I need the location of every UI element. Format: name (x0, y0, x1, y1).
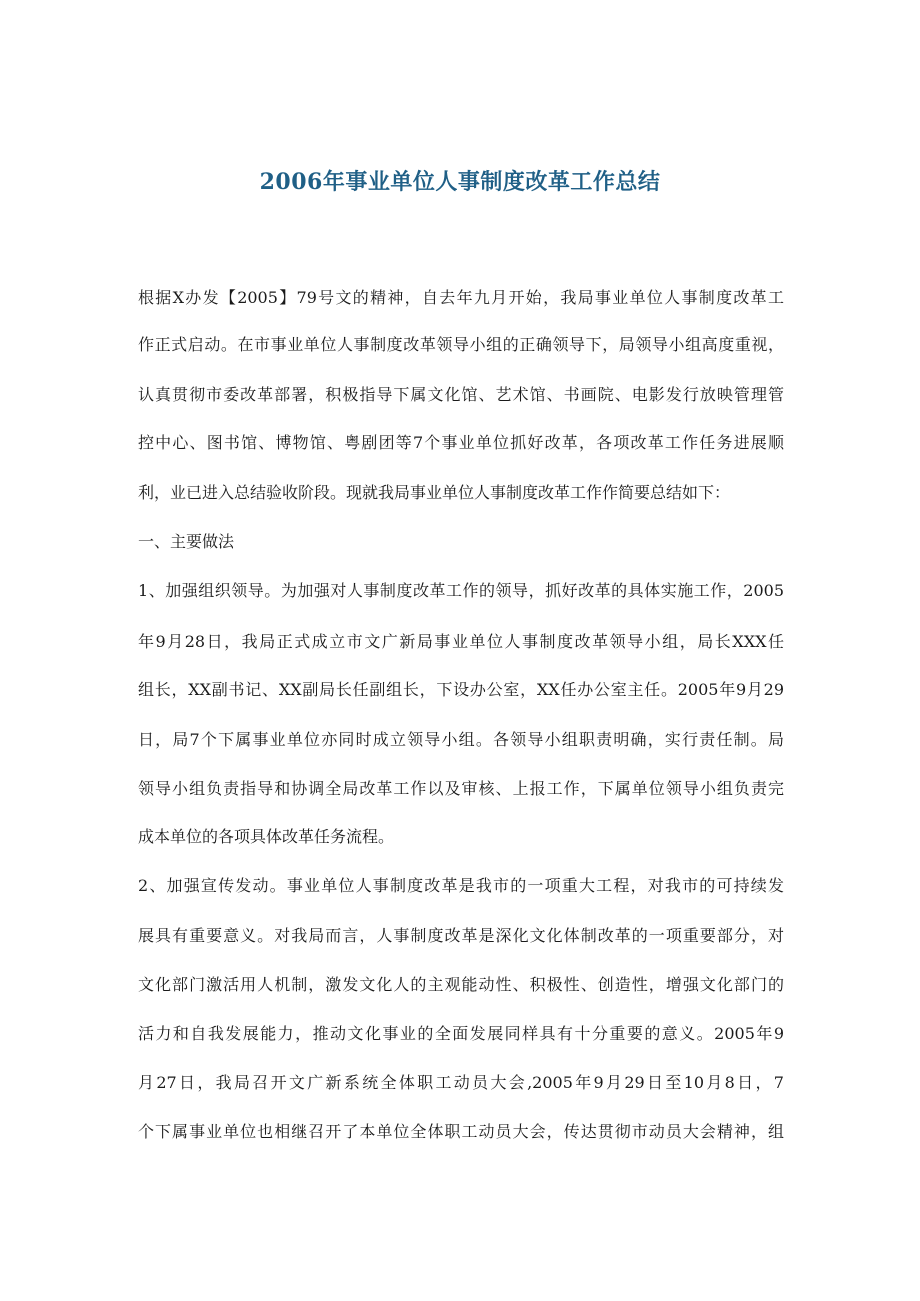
body-text-line: 组长，XX副书记、XX副局长任副组长，下设办公室，XX任办公室主任。2005年9月29 (138, 680, 784, 699)
body-text-line: 认真贯彻市委改革部署，积极指导下属文化馆、艺术馆、书画院、电影发行放映管理管 (138, 385, 784, 404)
body-text-line: 日，局7个下属事业单位亦同时成立领导小组。各领导小组职责明确，实行责任制。局 (138, 730, 784, 749)
body-text-line: 成本单位的各项具体改革任务流程。 (138, 827, 395, 846)
body-text-line: 展具有重要意义。对我局而言，人事制度改革是深化文化体制改革的一项重要部分，对 (138, 926, 784, 945)
body-text-line: 1、加强组织领导。为加强对人事制度改革工作的领导，抓好改革的具体实施工作，2005 (138, 581, 784, 600)
body-text-line: 利，业已进入总结验收阶段。现就我局事业单位人事制度改革工作作简要总结如下： (138, 483, 731, 502)
body-text-line: 活力和自我发展能力，推动文化事业的全面发展同样具有十分重要的意义。2005年9 (138, 1024, 784, 1043)
body-text-line: 领导小组负责指导和协调全局改革工作以及审核、上报工作，下属单位领导小组负责完 (138, 779, 784, 798)
body-text-line: 作正式启动。在市事业单位人事制度改革领导小组的正确领导下，局领导小组高度重视， (138, 335, 784, 354)
body-text-line: 年9月28日，我局正式成立市文广新局事业单位人事制度改革领导小组，局长XXX任 (138, 632, 784, 651)
body-text-line: 2、加强宣传发动。事业单位人事制度改革是我市的一项重大工程，对我市的可持续发 (138, 876, 784, 895)
section-heading: 一、主要做法 (138, 532, 235, 551)
body-text-line: 控中心、图书馆、博物馆、粤剧团等7个事业单位抓好改革，各项改革工作任务进展顺 (138, 433, 784, 452)
document-title: 2006年事业单位人事制度改革工作总结 (259, 169, 661, 195)
body-text-line: 个下属事业单位也相继召开了本单位全体职工动员大会，传达贯彻市动员大会精神，组 (138, 1122, 784, 1141)
body-text-line: 根据X办发【2005】79号文的精神，自去年九月开始，我局事业单位人事制度改革工 (138, 288, 784, 307)
body-text-line: 月27日，我局召开文广新系统全体职工动员大会,2005年9月29日至10月8日，7 (138, 1073, 784, 1092)
body-text-line: 文化部门激活用人机制，激发文化人的主观能动性、积极性、创造性，增强文化部门的 (138, 975, 784, 994)
